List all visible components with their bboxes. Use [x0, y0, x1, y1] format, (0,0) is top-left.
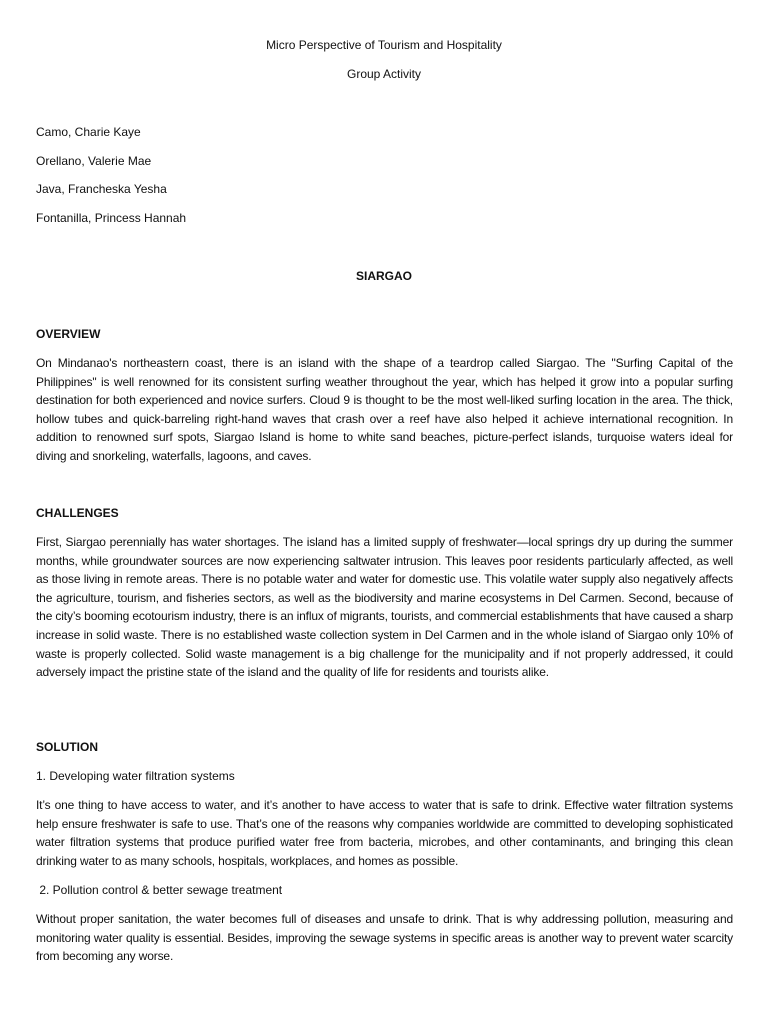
solution-item-title: 1. Developing water filtration systems	[36, 769, 235, 783]
activity-label: Group Activity	[346, 67, 422, 81]
solution-item-title: 2. Pollution control & better sewage treatment	[36, 883, 283, 897]
overview-paragraph: On Mindanao's northeastern coast, there is an island with the shape of a teardrop called Siargao. The "Surfing Capital of the Philippines" is well renowned for its consistent surfing weather throughout the year, which has helped it grow into a popular surfing destination for both experienced and novice surfers. Cloud 9 is thought to be the most well-liked surfing location in the area. The thick, hollow tubes and quick-barreling right-hand waves that crash over a reef have also helped it achieve international recognition. In addition to renowned surf spots, Siargao Island is home to white sand beaches, picture-perfect islands, turquoise waters ideal for diving and snorkeling, waterfalls, lagoons, and caves.	[36, 356, 733, 463]
member-name: Fontanilla, Princess Hannah	[36, 211, 187, 225]
member-name: Orellano, Valerie Mae	[36, 154, 152, 168]
solution-item-paragraph: Without proper sanitation, the water becomes full of diseases and unsafe to drink. That is why addressing pollution, measuring and monitoring water quality is essential. Besides, improving the sewage systems in specific areas is another way to prevent water scarcity from becoming any worse.	[36, 912, 733, 964]
challenges-paragraph: First, Siargao perennially has water shortages. The island has a limited supply of freshwater—local springs dry up during the summer months, while groundwater sources are now experiencing saltwater intrusion. This leaves poor residents particularly affected, as well as those living in remote areas. There is no potable water and water for domestic use. This volatile water supply also negatively affects the agriculture, tourism, and fisheries sectors, as well as the biodiversity and marine ecosystems in Del Carmen. Second, because of the city’s booming ecotourism industry, there is an influx of migrants, tourists, and commercial establishments that have caused a sharp increase in solid waste. There is no established waste collection system in Del Carmen and in the whole island of Siargao only 10% of waste is properly collected. Solid waste management is a big challenge for the municipality and if not properly addressed, it could adversely impact the pristine state of the island and the quality of life for residents and tourists alike.	[36, 535, 733, 680]
document-title: SIARGAO	[355, 269, 412, 283]
course-title: Micro Perspective of Tourism and Hospitality	[266, 38, 502, 52]
member-name: Camo, Charie Kaye	[36, 125, 141, 139]
solution-item-paragraph: It’s one thing to have access to water, and it’s another to have access to water that is safe to drink. Effective water filtration systems help ensure freshwater is safe to use. That’s one of the reasons why companies worldwide are committed to developing sophisticated water filtration systems that produce purified water free from bacteria, microbes, and other contaminants, and bringing this clean drinking water to as many schools, hospitals, workplaces, and homes as possible.	[36, 798, 733, 868]
member-name: Java, Francheska Yesha	[36, 182, 167, 196]
solution-heading: SOLUTION	[36, 740, 98, 754]
overview-heading: OVERVIEW	[36, 327, 101, 341]
challenges-heading: CHALLENGES	[36, 506, 119, 520]
